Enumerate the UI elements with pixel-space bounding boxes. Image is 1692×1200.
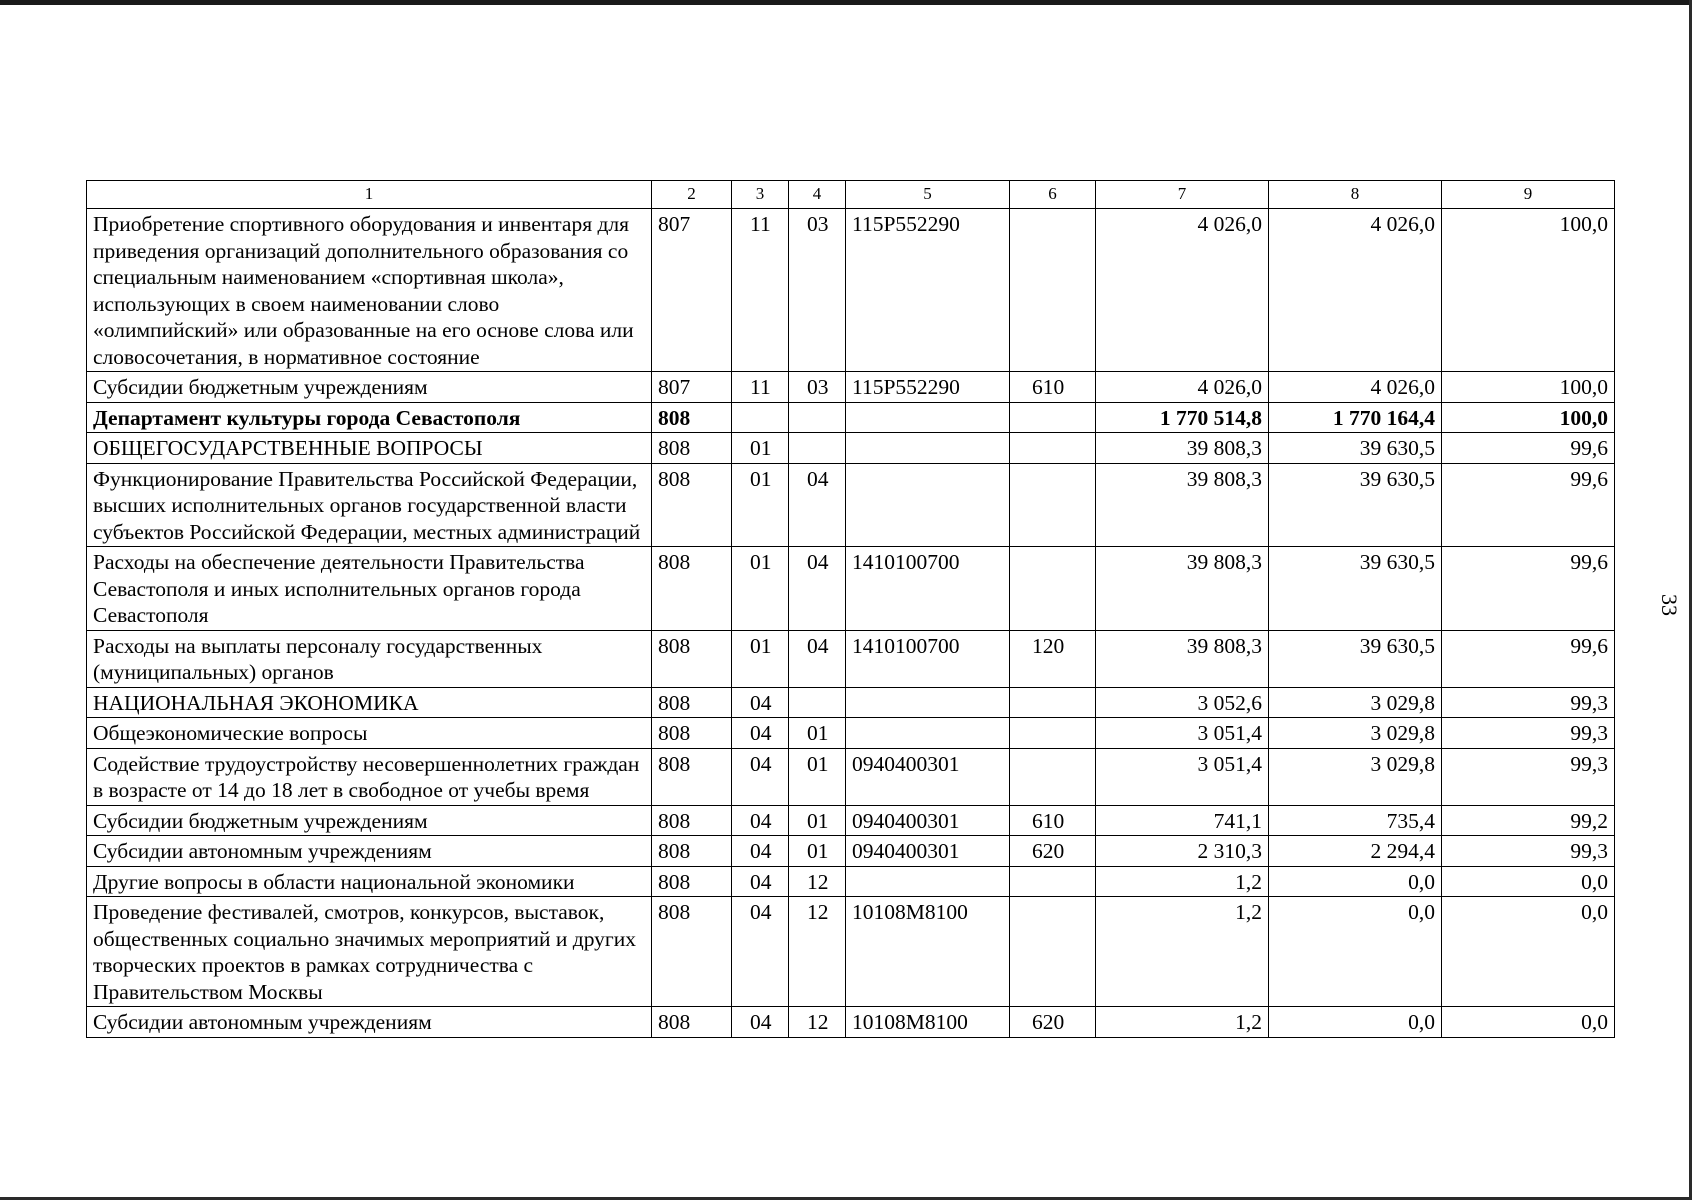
admin-code-cell: 808 bbox=[652, 748, 732, 805]
admin-code-cell: 808 bbox=[652, 1007, 732, 1038]
target-article-cell: 1410100700 bbox=[846, 630, 1010, 687]
executed-amount-cell: 3 029,8 bbox=[1269, 718, 1442, 749]
item-name-cell: Другие вопросы в области национальной экономики bbox=[87, 866, 652, 897]
admin-code-cell: 808 bbox=[652, 402, 732, 433]
header-cell: 3 bbox=[732, 181, 789, 209]
expense-type-cell bbox=[1010, 897, 1096, 1007]
execution-percent-cell: 99,3 bbox=[1442, 748, 1615, 805]
subsection-code-cell: 04 bbox=[789, 547, 846, 631]
executed-amount-cell: 1 770 164,4 bbox=[1269, 402, 1442, 433]
subsection-code-cell: 01 bbox=[789, 748, 846, 805]
target-article-cell: 10108M8100 bbox=[846, 897, 1010, 1007]
expense-type-cell bbox=[1010, 687, 1096, 718]
table-row bbox=[87, 718, 1615, 749]
subsection-code-cell: 12 bbox=[789, 866, 846, 897]
section-code-cell: 01 bbox=[732, 463, 789, 547]
subsection-code-cell: 04 bbox=[789, 463, 846, 547]
header-cell: 4 bbox=[789, 181, 846, 209]
admin-code-cell: 807 bbox=[652, 209, 732, 372]
expense-type-cell bbox=[1010, 866, 1096, 897]
table-row bbox=[87, 1007, 1615, 1038]
header-cell: 2 bbox=[652, 181, 732, 209]
item-name-cell: Содействие трудоустройству несовершеннолетних граждан в возрасте от 14 до 18 лет в свободное от учебы время bbox=[87, 748, 652, 805]
planned-amount-cell: 3 051,4 bbox=[1096, 748, 1269, 805]
target-article-cell: 0940400301 bbox=[846, 836, 1010, 867]
planned-amount-cell: 1,2 bbox=[1096, 897, 1269, 1007]
executed-amount-cell: 0,0 bbox=[1269, 897, 1442, 1007]
expense-type-cell bbox=[1010, 718, 1096, 749]
admin-code-cell: 808 bbox=[652, 547, 732, 631]
target-article-cell bbox=[846, 433, 1010, 464]
section-code-cell: 01 bbox=[732, 630, 789, 687]
table-row bbox=[87, 372, 1615, 403]
planned-amount-cell: 4 026,0 bbox=[1096, 372, 1269, 403]
header-cell: 8 bbox=[1269, 181, 1442, 209]
table-row bbox=[87, 687, 1615, 718]
expense-type-cell bbox=[1010, 748, 1096, 805]
table-row bbox=[87, 836, 1615, 867]
target-article-cell: 10108M8100 bbox=[846, 1007, 1010, 1038]
target-article-cell: 0940400301 bbox=[846, 748, 1010, 805]
execution-percent-cell: 99,6 bbox=[1442, 630, 1615, 687]
planned-amount-cell: 39 808,3 bbox=[1096, 463, 1269, 547]
expense-type-cell bbox=[1010, 209, 1096, 372]
expense-type-cell bbox=[1010, 433, 1096, 464]
planned-amount-cell: 3 051,4 bbox=[1096, 718, 1269, 749]
item-name-cell: ОБЩЕГОСУДАРСТВЕННЫЕ ВОПРОСЫ bbox=[87, 433, 652, 464]
section-code-cell: 04 bbox=[732, 805, 789, 836]
planned-amount-cell: 1,2 bbox=[1096, 866, 1269, 897]
executed-amount-cell: 39 630,5 bbox=[1269, 630, 1442, 687]
header-cell: 7 bbox=[1096, 181, 1269, 209]
table-row bbox=[87, 463, 1615, 547]
planned-amount-cell: 1 770 514,8 bbox=[1096, 402, 1269, 433]
target-article-cell: 1410100700 bbox=[846, 547, 1010, 631]
section-code-cell: 11 bbox=[732, 372, 789, 403]
header-cell: 1 bbox=[87, 181, 652, 209]
executed-amount-cell: 3 029,8 bbox=[1269, 748, 1442, 805]
planned-amount-cell: 3 052,6 bbox=[1096, 687, 1269, 718]
admin-code-cell: 808 bbox=[652, 836, 732, 867]
executed-amount-cell: 3 029,8 bbox=[1269, 687, 1442, 718]
section-code-cell: 04 bbox=[732, 718, 789, 749]
execution-percent-cell: 99,6 bbox=[1442, 433, 1615, 464]
executed-amount-cell: 39 630,5 bbox=[1269, 547, 1442, 631]
item-name-cell: Расходы на обеспечение деятельности Правительства Севастополя и иных исполнительных органов города Севастополя bbox=[87, 547, 652, 631]
admin-code-cell: 808 bbox=[652, 463, 732, 547]
subsection-code-cell bbox=[789, 433, 846, 464]
expense-type-cell bbox=[1010, 463, 1096, 547]
expense-type-cell: 620 bbox=[1010, 1007, 1096, 1038]
item-name-cell: Приобретение спортивного оборудования и инвентаря для приведения организаций дополнительного образования со специальным наименованием «спортивная школа», использующих в своем наименовании слово «олимпийский» или образованные на его основе слова или словосочетания, в нормативное состояние bbox=[87, 209, 652, 372]
item-name-cell: НАЦИОНАЛЬНАЯ ЭКОНОМИКА bbox=[87, 687, 652, 718]
admin-code-cell: 808 bbox=[652, 805, 732, 836]
admin-code-cell: 808 bbox=[652, 718, 732, 749]
table-row bbox=[87, 748, 1615, 805]
page-number: 33 bbox=[1657, 594, 1682, 616]
table-row bbox=[87, 866, 1615, 897]
expense-type-cell: 610 bbox=[1010, 372, 1096, 403]
admin-code-cell: 808 bbox=[652, 866, 732, 897]
executed-amount-cell: 0,0 bbox=[1269, 1007, 1442, 1038]
table-row bbox=[87, 433, 1615, 464]
header-cell: 6 bbox=[1010, 181, 1096, 209]
item-name-cell: Субсидии автономным учреждениям bbox=[87, 836, 652, 867]
execution-percent-cell: 99,2 bbox=[1442, 805, 1615, 836]
subsection-code-cell: 12 bbox=[789, 897, 846, 1007]
section-code-cell: 04 bbox=[732, 897, 789, 1007]
admin-code-cell: 808 bbox=[652, 433, 732, 464]
execution-percent-cell: 100,0 bbox=[1442, 209, 1615, 372]
header-cell: 9 bbox=[1442, 181, 1615, 209]
executed-amount-cell: 0,0 bbox=[1269, 866, 1442, 897]
execution-percent-cell: 99,3 bbox=[1442, 718, 1615, 749]
table-row bbox=[87, 209, 1615, 372]
subsection-code-cell: 04 bbox=[789, 630, 846, 687]
target-article-cell: 115P552290 bbox=[846, 372, 1010, 403]
section-code-cell: 11 bbox=[732, 209, 789, 372]
executed-amount-cell: 39 630,5 bbox=[1269, 433, 1442, 464]
item-name-cell: Субсидии бюджетным учреждениям bbox=[87, 372, 652, 403]
executed-amount-cell: 39 630,5 bbox=[1269, 463, 1442, 547]
item-name-cell: Общеэкономические вопросы bbox=[87, 718, 652, 749]
section-code-cell bbox=[732, 402, 789, 433]
item-name-cell: Департамент культуры города Севастополя bbox=[87, 402, 652, 433]
expense-type-cell: 620 bbox=[1010, 836, 1096, 867]
admin-code-cell: 808 bbox=[652, 630, 732, 687]
section-code-cell: 01 bbox=[732, 433, 789, 464]
budget-table bbox=[86, 180, 1615, 1038]
subsection-code-cell bbox=[789, 402, 846, 433]
subsection-code-cell: 03 bbox=[789, 372, 846, 403]
target-article-cell bbox=[846, 402, 1010, 433]
section-code-cell: 04 bbox=[732, 836, 789, 867]
target-article-cell bbox=[846, 718, 1010, 749]
subsection-code-cell: 12 bbox=[789, 1007, 846, 1038]
section-code-cell: 04 bbox=[732, 1007, 789, 1038]
section-code-cell: 04 bbox=[732, 748, 789, 805]
scan-edge-top bbox=[0, 0, 1692, 5]
executed-amount-cell: 4 026,0 bbox=[1269, 372, 1442, 403]
admin-code-cell: 807 bbox=[652, 372, 732, 403]
planned-amount-cell: 39 808,3 bbox=[1096, 433, 1269, 464]
target-article-cell bbox=[846, 687, 1010, 718]
execution-percent-cell: 99,6 bbox=[1442, 463, 1615, 547]
expense-type-cell: 610 bbox=[1010, 805, 1096, 836]
execution-percent-cell: 99,3 bbox=[1442, 836, 1615, 867]
subsection-code-cell: 01 bbox=[789, 805, 846, 836]
planned-amount-cell: 4 026,0 bbox=[1096, 209, 1269, 372]
admin-code-cell: 808 bbox=[652, 897, 732, 1007]
expense-type-cell bbox=[1010, 402, 1096, 433]
subsection-code-cell: 03 bbox=[789, 209, 846, 372]
expense-type-cell: 120 bbox=[1010, 630, 1096, 687]
target-article-cell: 115P552290 bbox=[846, 209, 1010, 372]
subsection-code-cell: 01 bbox=[789, 718, 846, 749]
item-name-cell: Субсидии бюджетным учреждениям bbox=[87, 805, 652, 836]
execution-percent-cell: 100,0 bbox=[1442, 372, 1615, 403]
header-cell: 5 bbox=[846, 181, 1010, 209]
target-article-cell: 0940400301 bbox=[846, 805, 1010, 836]
header-row bbox=[87, 181, 1615, 209]
table-row bbox=[87, 547, 1615, 631]
planned-amount-cell: 39 808,3 bbox=[1096, 547, 1269, 631]
section-code-cell: 04 bbox=[732, 687, 789, 718]
planned-amount-cell: 1,2 bbox=[1096, 1007, 1269, 1038]
table-row bbox=[87, 897, 1615, 1007]
item-name-cell: Субсидии автономным учреждениям bbox=[87, 1007, 652, 1038]
execution-percent-cell: 0,0 bbox=[1442, 1007, 1615, 1038]
table-row bbox=[87, 630, 1615, 687]
table-body bbox=[87, 209, 1615, 1038]
item-name-cell: Расходы на выплаты персоналу государственных (муниципальных) органов bbox=[87, 630, 652, 687]
admin-code-cell: 808 bbox=[652, 687, 732, 718]
executed-amount-cell: 4 026,0 bbox=[1269, 209, 1442, 372]
item-name-cell: Проведение фестивалей, смотров, конкурсов, выставок, общественных социально значимых мероприятий и других творческих проектов в рамках сотрудничества с Правительством Москвы bbox=[87, 897, 652, 1007]
table-row bbox=[87, 805, 1615, 836]
execution-percent-cell: 0,0 bbox=[1442, 866, 1615, 897]
executed-amount-cell: 2 294,4 bbox=[1269, 836, 1442, 867]
planned-amount-cell: 2 310,3 bbox=[1096, 836, 1269, 867]
target-article-cell bbox=[846, 463, 1010, 547]
table-row bbox=[87, 402, 1615, 433]
target-article-cell bbox=[846, 866, 1010, 897]
expense-type-cell bbox=[1010, 547, 1096, 631]
section-code-cell: 04 bbox=[732, 866, 789, 897]
planned-amount-cell: 741,1 bbox=[1096, 805, 1269, 836]
planned-amount-cell: 39 808,3 bbox=[1096, 630, 1269, 687]
execution-percent-cell: 0,0 bbox=[1442, 897, 1615, 1007]
item-name-cell: Функционирование Правительства Российской Федерации, высших исполнительных органов государственной власти субъектов Российской Федерации, местных администраций bbox=[87, 463, 652, 547]
execution-percent-cell: 99,3 bbox=[1442, 687, 1615, 718]
execution-percent-cell: 99,6 bbox=[1442, 547, 1615, 631]
section-code-cell: 01 bbox=[732, 547, 789, 631]
subsection-code-cell: 01 bbox=[789, 836, 846, 867]
execution-percent-cell: 100,0 bbox=[1442, 402, 1615, 433]
executed-amount-cell: 735,4 bbox=[1269, 805, 1442, 836]
subsection-code-cell bbox=[789, 687, 846, 718]
